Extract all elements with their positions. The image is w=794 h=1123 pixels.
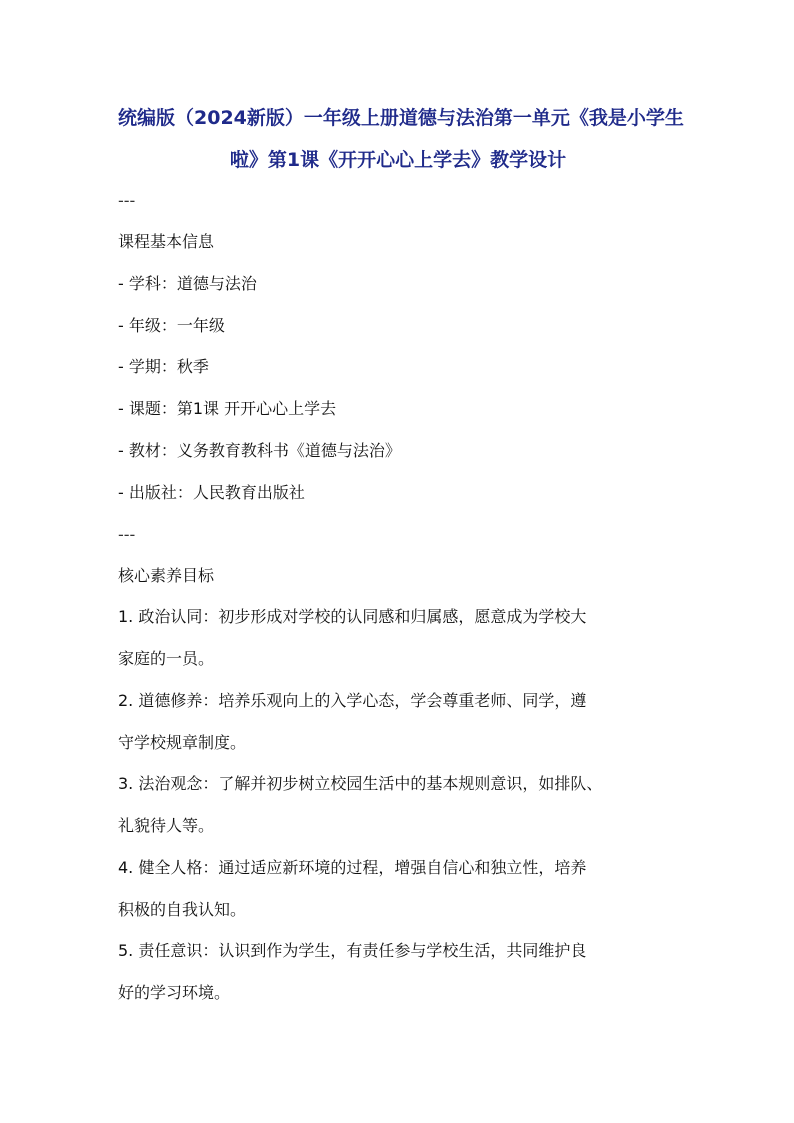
goal-line: 2. 道德修养：培养乐观向上的入学心态，学会尊重老师、同学，遵 [118, 691, 587, 710]
info-item-subject: - 学科：道德与法治 [118, 274, 257, 293]
info-item-semester: - 学期：秋季 [118, 357, 209, 376]
goal-line: 家庭的一员。 [118, 649, 215, 668]
goal-line: 4. 健全人格：通过适应新环境的过程，增强自信心和独立性，培养 [118, 858, 587, 877]
goal-line: 好的学习环境。 [118, 983, 231, 1002]
document-title-line-1: 统编版（2024新版）一年级上册道德与法治第一单元《我是小学生 [118, 107, 684, 129]
goal-line: 3. 法治观念：了解并初步树立校园生活中的基本规则意识，如排队、 [118, 774, 603, 793]
goal-line: 礼貌待人等。 [118, 816, 215, 835]
info-item-topic: - 课题：第1课 开开心心上学去 [118, 399, 337, 418]
info-item-textbook: - 教材：义务教育教科书《道德与法治》 [118, 441, 401, 460]
goal-line: 积极的自我认知。 [118, 900, 247, 919]
goal-line: 5. 责任意识：认识到作为学生，有责任参与学校生活，共同维护良 [118, 941, 587, 960]
document-title-line-2: 啦》第1课《开开心心上学去》教学设计 [229, 149, 567, 171]
section-heading-core-goals: 核心素养目标 [118, 566, 215, 585]
info-item-grade: - 年级：一年级 [118, 316, 225, 335]
goal-line: 1. 政治认同：初步形成对学校的认同感和归属感，愿意成为学校大 [118, 607, 587, 626]
info-item-publisher: - 出版社：人民教育出版社 [118, 483, 305, 502]
separator: --- [118, 525, 136, 544]
section-heading-basic-info: 课程基本信息 [118, 232, 215, 251]
goal-line: 守学校规章制度。 [118, 733, 247, 752]
separator: --- [118, 191, 136, 210]
